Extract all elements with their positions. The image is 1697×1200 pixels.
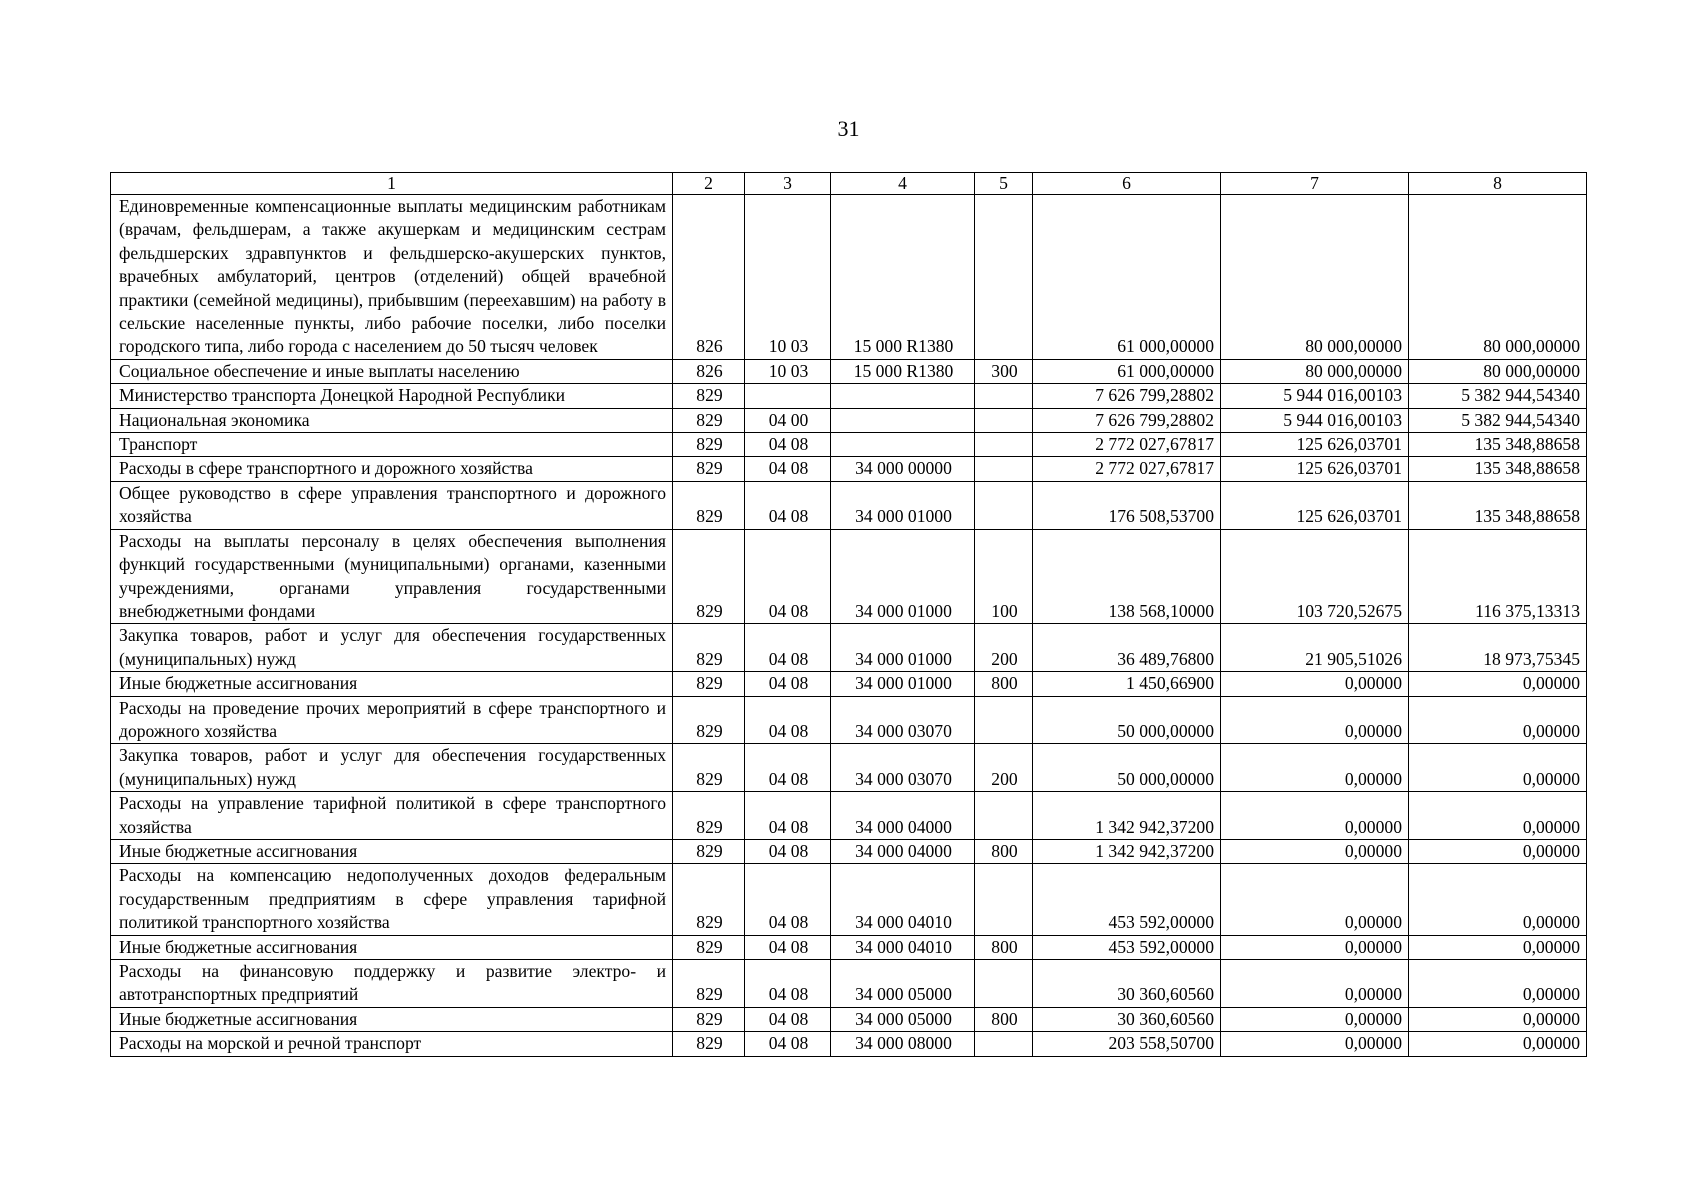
target-item-cell: 34 000 01000 bbox=[831, 481, 975, 529]
row-name-cell: Расходы на компенсацию недополученных доходов федеральным государственным предприятиям в сфере управления тарифной политикой транспортного хозяйства bbox=[111, 864, 673, 935]
section-code-cell: 10 03 bbox=[745, 359, 831, 383]
amount-col6-cell: 176 508,53700 bbox=[1033, 481, 1221, 529]
amount-col7-cell: 5 944 016,00103 bbox=[1221, 384, 1409, 408]
amount-col7-cell: 80 000,00000 bbox=[1221, 359, 1409, 383]
row-name-cell: Общее руководство в сфере управления транспортного и дорожного хозяйства bbox=[111, 481, 673, 529]
target-item-cell: 15 000 R1380 bbox=[831, 359, 975, 383]
column-header: 3 bbox=[745, 173, 831, 195]
amount-col6-cell: 61 000,00000 bbox=[1033, 359, 1221, 383]
target-item-cell: 34 000 01000 bbox=[831, 672, 975, 696]
section-code-cell: 04 08 bbox=[745, 624, 831, 672]
row-name-cell: Расходы на финансовую поддержку и развитие электро- и автотранспортных предприятий bbox=[111, 960, 673, 1008]
ministry-code-cell: 829 bbox=[673, 960, 745, 1008]
target-item-cell: 34 000 08000 bbox=[831, 1032, 975, 1056]
ministry-code-cell: 829 bbox=[673, 935, 745, 959]
amount-col6-cell: 61 000,00000 bbox=[1033, 195, 1221, 360]
amount-col8-cell: 0,00000 bbox=[1409, 1032, 1587, 1056]
section-code-cell: 04 08 bbox=[745, 696, 831, 744]
table-row bbox=[111, 408, 1587, 432]
target-item-cell: 34 000 04000 bbox=[831, 792, 975, 840]
column-header: 2 bbox=[673, 173, 745, 195]
row-name-cell: Иные бюджетные ассигнования bbox=[111, 672, 673, 696]
amount-col6-cell: 7 626 799,28802 bbox=[1033, 384, 1221, 408]
amount-col8-cell: 0,00000 bbox=[1409, 744, 1587, 792]
section-code-cell: 04 08 bbox=[745, 744, 831, 792]
table-row bbox=[111, 433, 1587, 457]
amount-col8-cell: 0,00000 bbox=[1409, 839, 1587, 863]
amount-col6-cell: 30 360,60560 bbox=[1033, 960, 1221, 1008]
ministry-code-cell: 829 bbox=[673, 624, 745, 672]
expense-type-cell bbox=[975, 384, 1033, 408]
amount-col8-cell: 135 348,88658 bbox=[1409, 457, 1587, 481]
amount-col7-cell: 103 720,52675 bbox=[1221, 529, 1409, 624]
section-code-cell: 04 08 bbox=[745, 457, 831, 481]
amount-col7-cell: 125 626,03701 bbox=[1221, 481, 1409, 529]
row-name-cell: Расходы на управление тарифной политикой в сфере транспортного хозяйства bbox=[111, 792, 673, 840]
ministry-code-cell: 829 bbox=[673, 864, 745, 935]
column-header: 4 bbox=[831, 173, 975, 195]
section-code-cell: 04 08 bbox=[745, 529, 831, 624]
amount-col7-cell: 0,00000 bbox=[1221, 672, 1409, 696]
section-code-cell: 04 08 bbox=[745, 481, 831, 529]
ministry-code-cell: 829 bbox=[673, 696, 745, 744]
expense-type-cell bbox=[975, 408, 1033, 432]
expense-type-cell: 800 bbox=[975, 935, 1033, 959]
amount-col7-cell: 0,00000 bbox=[1221, 1032, 1409, 1056]
row-name-cell: Транспорт bbox=[111, 433, 673, 457]
table-row bbox=[111, 457, 1587, 481]
amount-col8-cell: 0,00000 bbox=[1409, 672, 1587, 696]
target-item-cell: 34 000 03070 bbox=[831, 744, 975, 792]
table-row bbox=[111, 359, 1587, 383]
target-item-cell bbox=[831, 384, 975, 408]
row-name-cell: Иные бюджетные ассигнования bbox=[111, 839, 673, 863]
table-row bbox=[111, 935, 1587, 959]
amount-col8-cell: 80 000,00000 bbox=[1409, 195, 1587, 360]
row-name-cell: Закупка товаров, работ и услуг для обеспечения государственных (муниципальных) нужд bbox=[111, 624, 673, 672]
target-item-cell: 34 000 03070 bbox=[831, 696, 975, 744]
ministry-code-cell: 826 bbox=[673, 359, 745, 383]
table-row bbox=[111, 864, 1587, 935]
expense-type-cell: 800 bbox=[975, 839, 1033, 863]
target-item-cell: 34 000 04000 bbox=[831, 839, 975, 863]
table-row bbox=[111, 529, 1587, 624]
target-item-cell: 34 000 05000 bbox=[831, 960, 975, 1008]
amount-col7-cell: 5 944 016,00103 bbox=[1221, 408, 1409, 432]
section-code-cell: 04 08 bbox=[745, 672, 831, 696]
column-header: 5 bbox=[975, 173, 1033, 195]
expense-type-cell: 800 bbox=[975, 1007, 1033, 1031]
ministry-code-cell: 829 bbox=[673, 744, 745, 792]
row-name-cell: Расходы на морской и речной транспорт bbox=[111, 1032, 673, 1056]
amount-col6-cell: 453 592,00000 bbox=[1033, 864, 1221, 935]
table-row bbox=[111, 792, 1587, 840]
amount-col7-cell: 0,00000 bbox=[1221, 792, 1409, 840]
expense-type-cell bbox=[975, 864, 1033, 935]
amount-col6-cell: 50 000,00000 bbox=[1033, 696, 1221, 744]
table-row bbox=[111, 672, 1587, 696]
amount-col6-cell: 1 342 942,37200 bbox=[1033, 839, 1221, 863]
row-name-cell: Единовременные компенсационные выплаты медицинским работникам (врачам, фельдшерам, а также акушеркам и медицинским сестрам фельдшерских здравпунктов и фельдшерско-акушерских пунктов, врачебных амбулаторий, центров (отделений) общей врачебной практики (семейной медицины), прибывшим (переехавшим) на работу в сельские населенные пункты, либо рабочие поселки, либо поселки городского типа, либо города с населением до 50 тысяч человек bbox=[111, 195, 673, 360]
amount-col6-cell: 453 592,00000 bbox=[1033, 935, 1221, 959]
row-name-cell: Социальное обеспечение и иные выплаты населению bbox=[111, 359, 673, 383]
ministry-code-cell: 829 bbox=[673, 481, 745, 529]
target-item-cell: 34 000 00000 bbox=[831, 457, 975, 481]
table-row bbox=[111, 960, 1587, 1008]
ministry-code-cell: 829 bbox=[673, 384, 745, 408]
table-row bbox=[111, 624, 1587, 672]
amount-col8-cell: 0,00000 bbox=[1409, 792, 1587, 840]
expense-type-cell bbox=[975, 481, 1033, 529]
page-number: 31 bbox=[837, 116, 860, 141]
section-code-cell: 04 08 bbox=[745, 1007, 831, 1031]
section-code-cell: 04 08 bbox=[745, 1032, 831, 1056]
amount-col7-cell: 80 000,00000 bbox=[1221, 195, 1409, 360]
amount-col6-cell: 2 772 027,67817 bbox=[1033, 457, 1221, 481]
section-code-cell: 04 08 bbox=[745, 935, 831, 959]
amount-col7-cell: 0,00000 bbox=[1221, 744, 1409, 792]
section-code-cell: 04 08 bbox=[745, 960, 831, 1008]
target-item-cell: 34 000 01000 bbox=[831, 624, 975, 672]
table-row bbox=[111, 839, 1587, 863]
table-row bbox=[111, 481, 1587, 529]
amount-col8-cell: 0,00000 bbox=[1409, 960, 1587, 1008]
expense-type-cell: 800 bbox=[975, 672, 1033, 696]
expense-type-cell bbox=[975, 696, 1033, 744]
column-header: 7 bbox=[1221, 173, 1409, 195]
amount-col7-cell: 0,00000 bbox=[1221, 935, 1409, 959]
expense-type-cell: 100 bbox=[975, 529, 1033, 624]
section-code-cell: 04 08 bbox=[745, 839, 831, 863]
expense-type-cell: 300 bbox=[975, 359, 1033, 383]
section-code-cell: 04 08 bbox=[745, 792, 831, 840]
ministry-code-cell: 829 bbox=[673, 792, 745, 840]
target-item-cell bbox=[831, 408, 975, 432]
ministry-code-cell: 829 bbox=[673, 433, 745, 457]
table-row bbox=[111, 384, 1587, 408]
amount-col7-cell: 0,00000 bbox=[1221, 960, 1409, 1008]
expense-type-cell: 200 bbox=[975, 624, 1033, 672]
row-name-cell: Министерство транспорта Донецкой Народной Республики bbox=[111, 384, 673, 408]
row-name-cell: Закупка товаров, работ и услуг для обеспечения государственных (муниципальных) нужд bbox=[111, 744, 673, 792]
ministry-code-cell: 829 bbox=[673, 1007, 745, 1031]
amount-col6-cell: 50 000,00000 bbox=[1033, 744, 1221, 792]
amount-col8-cell: 0,00000 bbox=[1409, 935, 1587, 959]
expense-type-cell bbox=[975, 195, 1033, 360]
section-code-cell bbox=[745, 384, 831, 408]
ministry-code-cell: 829 bbox=[673, 839, 745, 863]
amount-col6-cell: 7 626 799,28802 bbox=[1033, 408, 1221, 432]
amount-col7-cell: 0,00000 bbox=[1221, 696, 1409, 744]
table-row bbox=[111, 1007, 1587, 1031]
amount-col6-cell: 203 558,50700 bbox=[1033, 1032, 1221, 1056]
amount-col6-cell: 36 489,76800 bbox=[1033, 624, 1221, 672]
amount-col6-cell: 2 772 027,67817 bbox=[1033, 433, 1221, 457]
target-item-cell: 34 000 04010 bbox=[831, 935, 975, 959]
row-name-cell: Иные бюджетные ассигнования bbox=[111, 1007, 673, 1031]
ministry-code-cell: 829 bbox=[673, 529, 745, 624]
table-row bbox=[111, 744, 1587, 792]
amount-col7-cell: 0,00000 bbox=[1221, 1007, 1409, 1031]
column-header: 8 bbox=[1409, 173, 1587, 195]
amount-col7-cell: 0,00000 bbox=[1221, 839, 1409, 863]
amount-col6-cell: 1 342 942,37200 bbox=[1033, 792, 1221, 840]
amount-col8-cell: 5 382 944,54340 bbox=[1409, 384, 1587, 408]
expense-type-cell: 200 bbox=[975, 744, 1033, 792]
amount-col8-cell: 0,00000 bbox=[1409, 864, 1587, 935]
ministry-code-cell: 829 bbox=[673, 1032, 745, 1056]
target-item-cell: 15 000 R1380 bbox=[831, 195, 975, 360]
amount-col8-cell: 18 973,75345 bbox=[1409, 624, 1587, 672]
row-name-cell: Национальная экономика bbox=[111, 408, 673, 432]
ministry-code-cell: 829 bbox=[673, 408, 745, 432]
section-code-cell: 10 03 bbox=[745, 195, 831, 360]
ministry-code-cell: 829 bbox=[673, 457, 745, 481]
amount-col8-cell: 135 348,88658 bbox=[1409, 481, 1587, 529]
amount-col8-cell: 5 382 944,54340 bbox=[1409, 408, 1587, 432]
row-name-cell: Иные бюджетные ассигнования bbox=[111, 935, 673, 959]
amount-col8-cell: 0,00000 bbox=[1409, 696, 1587, 744]
amount-col8-cell: 116 375,13313 bbox=[1409, 529, 1587, 624]
column-number-row bbox=[111, 173, 1587, 195]
row-name-cell: Расходы на выплаты персоналу в целях обеспечения выполнения функций государственными (муниципальными) органами, казенными учреждениями, органами управления государственными внебюджетными фондами bbox=[111, 529, 673, 624]
amount-col7-cell: 125 626,03701 bbox=[1221, 457, 1409, 481]
target-item-cell: 34 000 05000 bbox=[831, 1007, 975, 1031]
target-item-cell: 34 000 04010 bbox=[831, 864, 975, 935]
expense-type-cell bbox=[975, 792, 1033, 840]
amount-col6-cell: 138 568,10000 bbox=[1033, 529, 1221, 624]
amount-col7-cell: 0,00000 bbox=[1221, 864, 1409, 935]
ministry-code-cell: 826 bbox=[673, 195, 745, 360]
ministry-code-cell: 829 bbox=[673, 672, 745, 696]
expense-type-cell bbox=[975, 960, 1033, 1008]
expense-type-cell bbox=[975, 457, 1033, 481]
amount-col6-cell: 30 360,60560 bbox=[1033, 1007, 1221, 1031]
amount-col8-cell: 135 348,88658 bbox=[1409, 433, 1587, 457]
amount-col7-cell: 125 626,03701 bbox=[1221, 433, 1409, 457]
section-code-cell: 04 00 bbox=[745, 408, 831, 432]
section-code-cell: 04 08 bbox=[745, 433, 831, 457]
expense-type-cell bbox=[975, 433, 1033, 457]
amount-col7-cell: 21 905,51026 bbox=[1221, 624, 1409, 672]
column-header: 6 bbox=[1033, 173, 1221, 195]
row-name-cell: Расходы в сфере транспортного и дорожного хозяйства bbox=[111, 457, 673, 481]
table-row bbox=[111, 1032, 1587, 1056]
budget-table bbox=[110, 172, 1587, 1057]
amount-col8-cell: 0,00000 bbox=[1409, 1007, 1587, 1031]
expense-type-cell bbox=[975, 1032, 1033, 1056]
column-header: 1 bbox=[111, 173, 673, 195]
table-row bbox=[111, 195, 1587, 360]
target-item-cell: 34 000 01000 bbox=[831, 529, 975, 624]
amount-col6-cell: 1 450,66900 bbox=[1033, 672, 1221, 696]
table-row bbox=[111, 696, 1587, 744]
section-code-cell: 04 08 bbox=[745, 864, 831, 935]
row-name-cell: Расходы на проведение прочих мероприятий в сфере транспортного и дорожного хозяйства bbox=[111, 696, 673, 744]
amount-col8-cell: 80 000,00000 bbox=[1409, 359, 1587, 383]
target-item-cell bbox=[831, 433, 975, 457]
